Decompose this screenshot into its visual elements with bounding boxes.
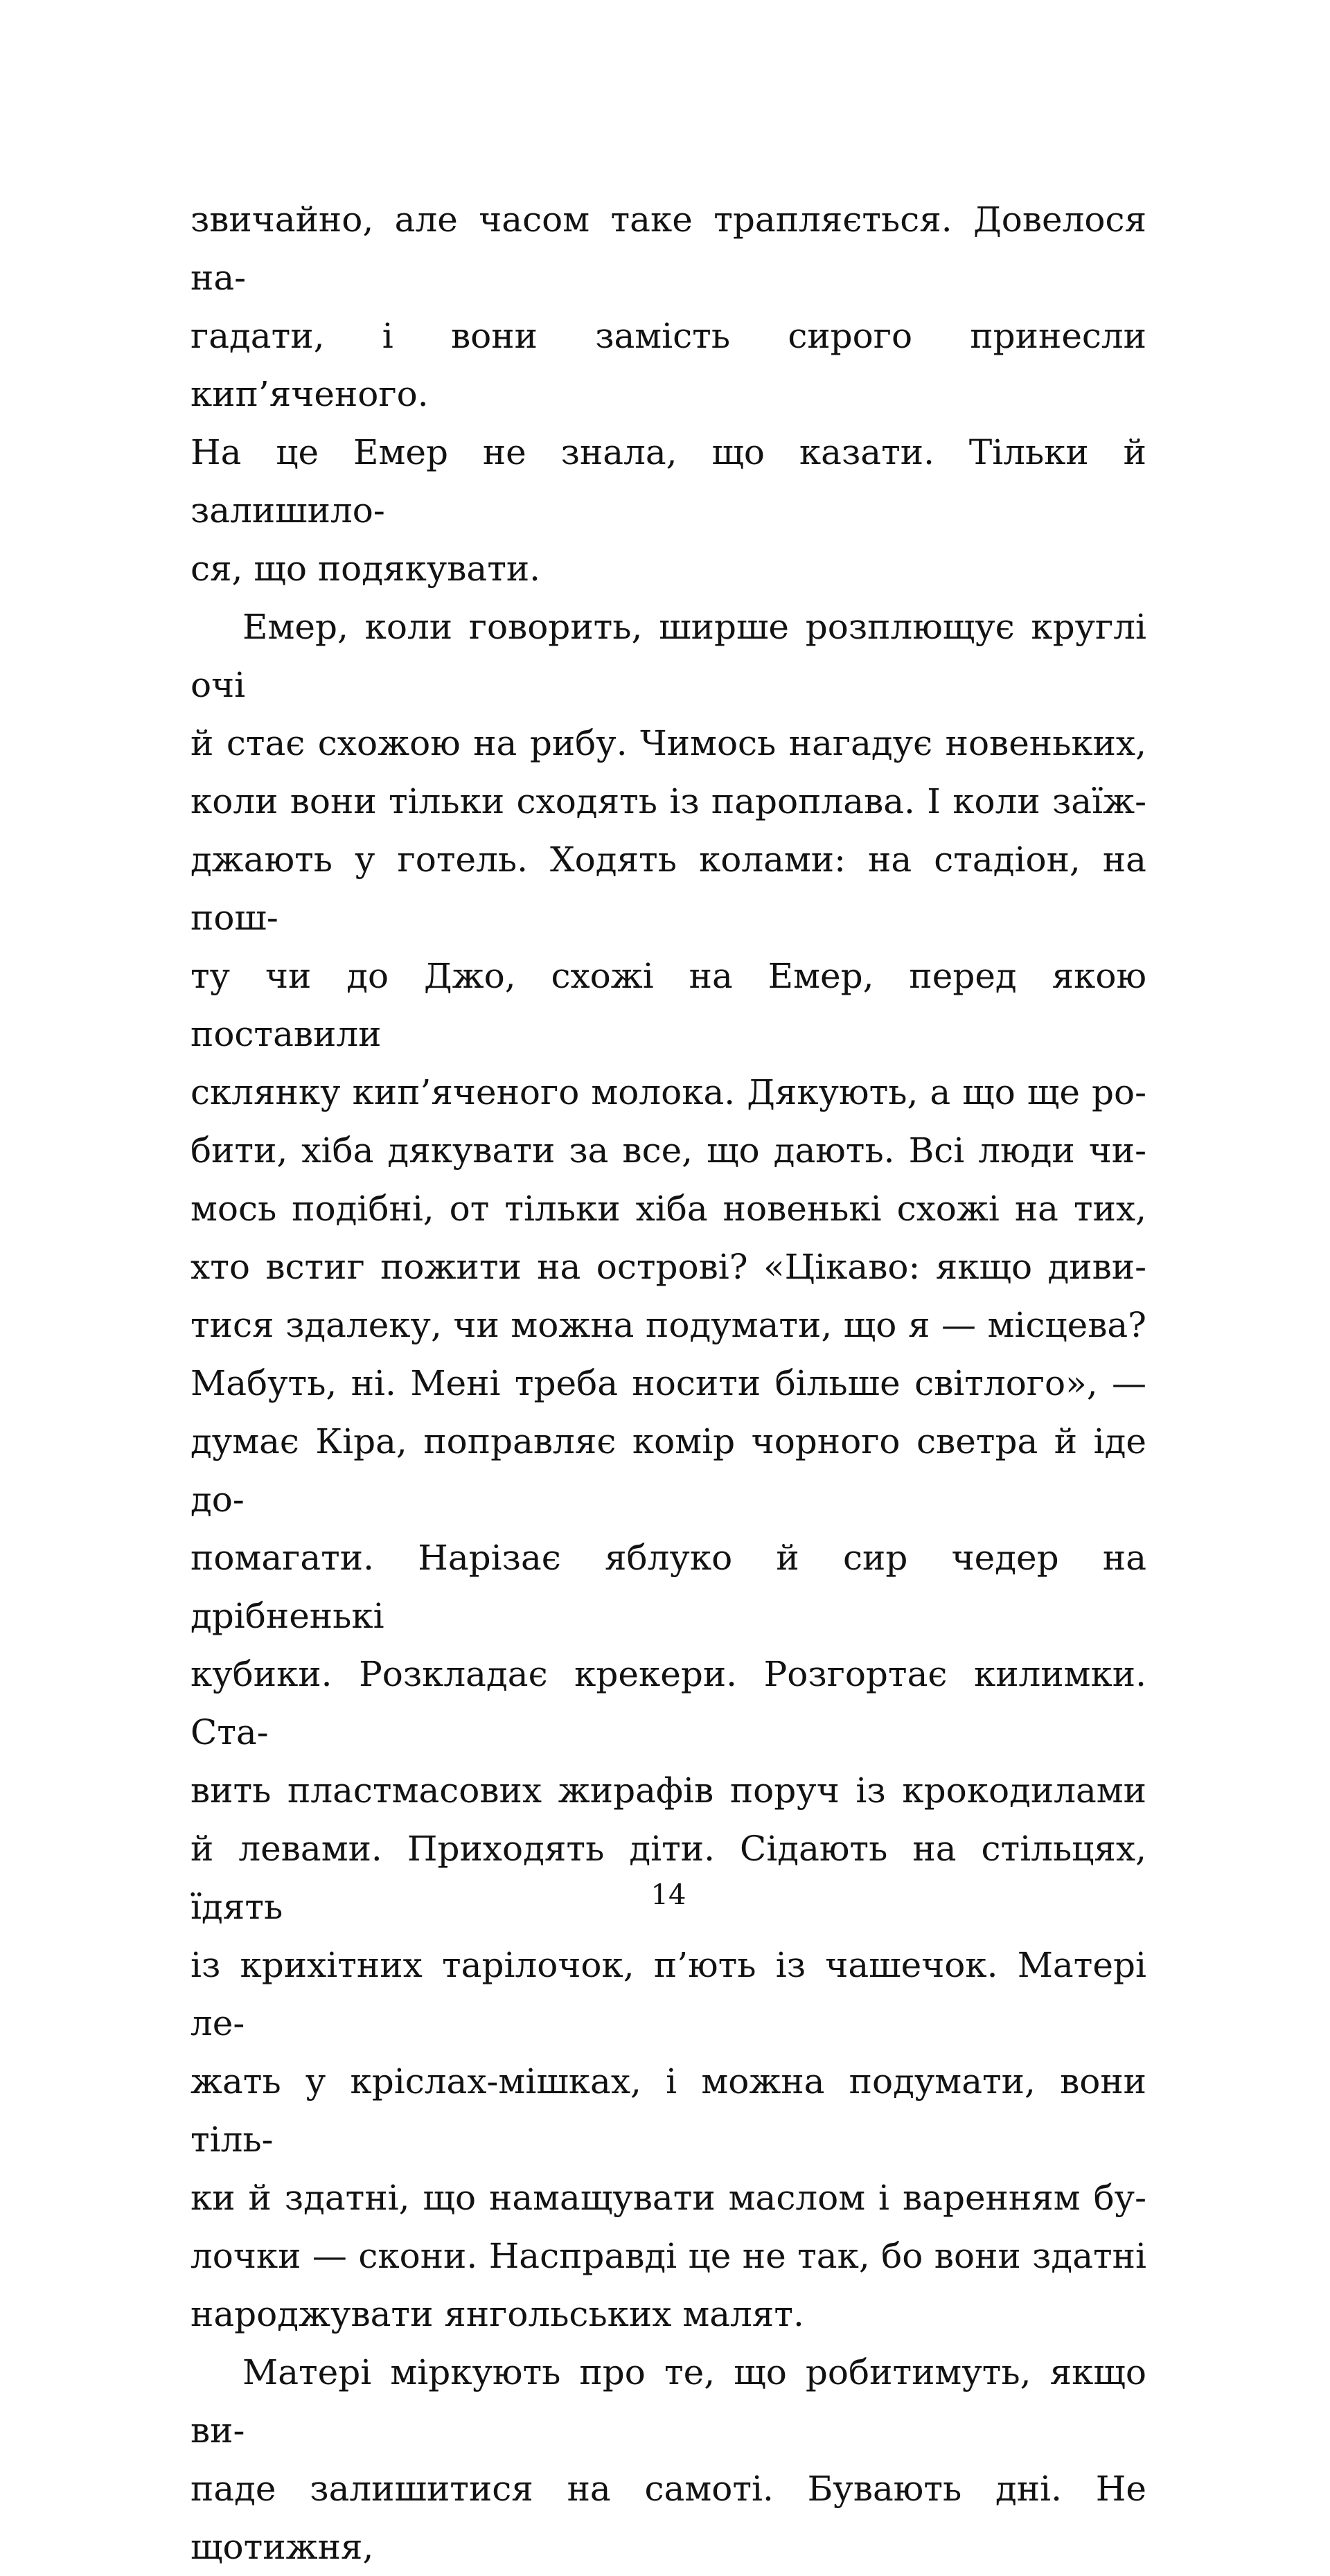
text-line: мось подібні, от тільки хіба новенькі схожі на тих, (190, 1189, 1146, 1229)
text-line: й стає схожою на рибу. Чимось нагадує новеньких, (190, 723, 1146, 763)
text-line: паде залишитися на самоті. Бувають дні. Не щотижня, (190, 2469, 1146, 2567)
text-line: кубики. Розкладає крекери. Розгортає килимки. Ста- (190, 1654, 1146, 1752)
text-line: Матері міркують про те, що робитимуть, якщо ви- (190, 2352, 1146, 2451)
text-line: коли вони тільки сходять із пароплава. І коли заїж- (190, 781, 1146, 821)
text-line: лочки — скони. Насправді це не так, бо вони здатні (190, 2236, 1146, 2276)
text-line: ки й здатні, що намащувати маслом і варенням бу- (190, 2178, 1146, 2218)
text-line: жать у кріслах-мішках, і можна подумати, вони тіль- (190, 2061, 1146, 2160)
text-line: хто встиг пожити на острові? «Цікаво: якщо диви- (190, 1247, 1146, 1287)
text-line: із крихітних тарілочок, п’ють із чашечок. Матері ле- (190, 1945, 1146, 2043)
text-line: Мабуть, ні. Мені треба носити більше світлого», — (190, 1363, 1146, 1403)
text-line: вить пластмасових жирафів поруч із крокодилами (190, 1770, 1146, 1811)
text-line: звичайно, але часом таке трапляється. Довелося на- (190, 199, 1146, 298)
text-line: Емер, коли говорить, ширше розплющує круглі очі (190, 607, 1146, 705)
text-line: На це Емер не знала, що казати. Тільки й залишило- (190, 432, 1146, 531)
text-line: народжувати янгольських малят. (190, 2294, 804, 2334)
text-line: джають у готель. Ходять колами: на стадіон, на пош- (190, 840, 1146, 938)
text-block (190, 190, 1146, 2576)
text-line: гадати, і вони замість сирого принесли кип’яченого. (190, 316, 1146, 414)
text-line: помагати. Нарізає яблуко й сир чедер на дрібненькі (190, 1538, 1146, 1636)
text-line: бити, хіба дякувати за все, що дають. Всі люди чи- (190, 1130, 1146, 1171)
page-number: 14 (650, 1879, 686, 1911)
text-line: ся, що подякувати. (190, 549, 541, 589)
text-line: склянку кип’яченого молока. Дякують, а що ще ро- (190, 1072, 1146, 1112)
text-line: й левами. Приходять діти. Сідають на стільцях, їдять (190, 1829, 1146, 1927)
text-line: думає Кіра, поправляє комір чорного светра й іде до- (190, 1421, 1146, 1520)
text-line: тися здалеку, чи можна подумати, що я — місцева? (190, 1305, 1146, 1345)
text-line: ту чи до Джо, схожі на Емер, перед якою поставили (190, 956, 1146, 1054)
